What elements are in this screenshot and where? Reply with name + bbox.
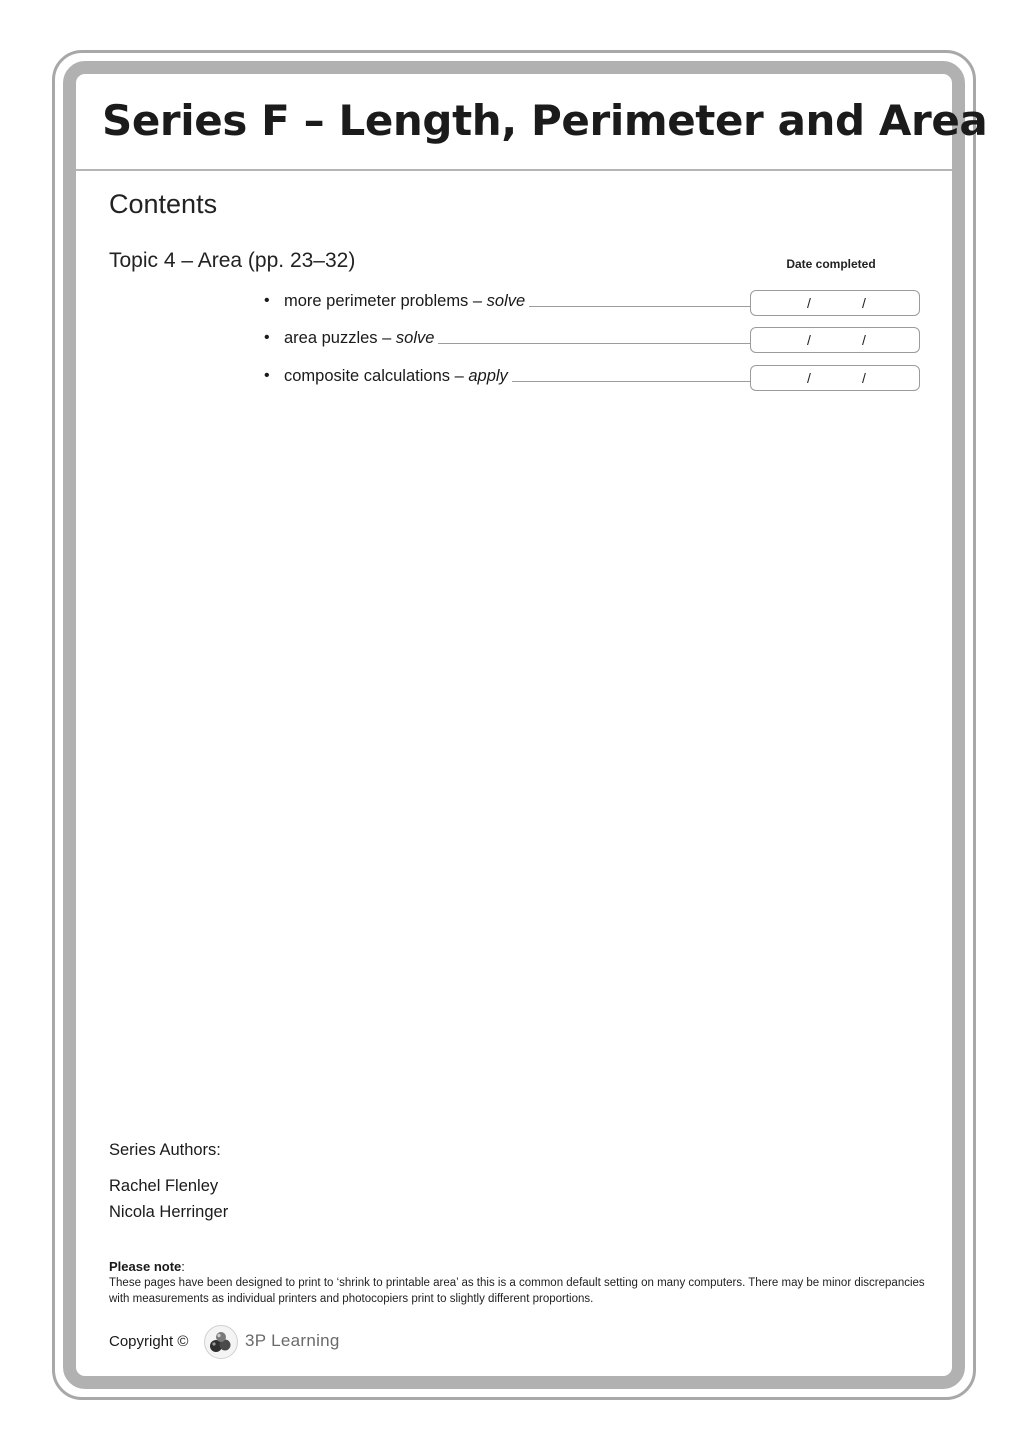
3p-learning-logo-text: 3P Learning — [245, 1331, 340, 1350]
lesson-row — [264, 325, 924, 353]
lesson-title: composite calculations – apply — [284, 363, 512, 389]
date-completed-field[interactable] — [750, 365, 920, 391]
please-note-label: Please note: — [109, 1259, 185, 1274]
date-slash: / — [862, 295, 866, 311]
copyright-text: Copyright © — [109, 1333, 189, 1350]
bullet-icon: • — [264, 367, 270, 384]
date-completed-field[interactable] — [750, 327, 920, 353]
leader-line — [438, 343, 750, 344]
lesson-mode: apply — [468, 367, 508, 385]
lesson-row — [264, 288, 924, 316]
topic-heading: Topic 4 – Area (pp. 23–32) — [109, 249, 356, 272]
contents-heading: Contents — [109, 189, 218, 219]
date-slash: / — [862, 370, 866, 386]
series-authors-label: Series Authors: — [109, 1141, 221, 1159]
date-completed-header: Date completed — [786, 257, 876, 271]
author-name: Nicola Herringer — [109, 1203, 229, 1221]
author-name: Rachel Flenley — [109, 1177, 219, 1195]
lesson-mode: solve — [486, 292, 526, 310]
title-divider — [76, 169, 952, 171]
page-title: Series F – Length, Perimeter and Area — [102, 96, 988, 145]
date-slash: / — [807, 332, 811, 348]
bullet-icon: • — [264, 329, 270, 346]
leader-line — [512, 381, 750, 382]
bullet-icon: • — [264, 292, 270, 309]
lesson-mode: solve — [395, 329, 435, 347]
please-note-body: These pages have been designed to print to ‘shrink to printable area’ as this is a common default setting on many computers. There may be minor discrepancies with measurements as individual printers and photocopiers print to slightly different proportions. — [109, 1277, 925, 1305]
date-slash: / — [862, 332, 866, 348]
lesson-title: area puzzles – solve — [284, 325, 438, 351]
leader-line — [529, 306, 750, 307]
lesson-title: more perimeter problems – solve — [284, 288, 529, 314]
lesson-row — [264, 363, 924, 391]
3p-learning-logo-icon — [203, 1324, 239, 1360]
date-slash: / — [807, 370, 811, 386]
date-completed-field[interactable] — [750, 290, 920, 316]
date-slash: / — [807, 295, 811, 311]
